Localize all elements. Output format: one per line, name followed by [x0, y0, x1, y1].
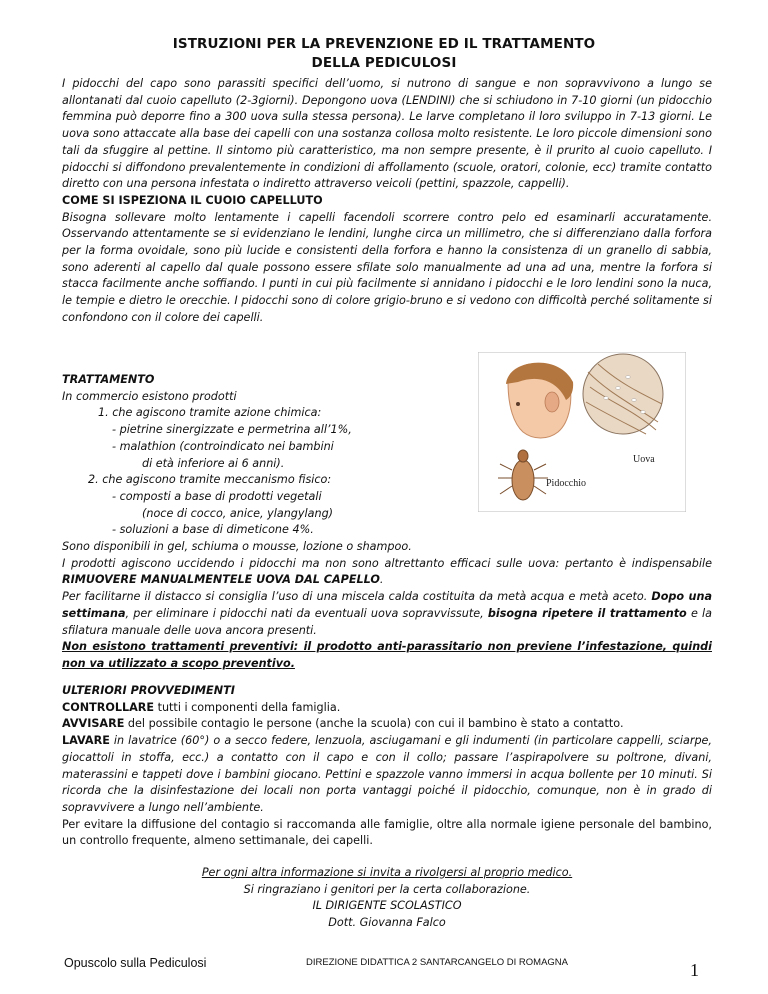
prevention-warning: Non esistono trattamenti preventivi: il prodotto anti-parassitario non previene l’infestazione, quindi non va utilizzato a scopo preventivo. [62, 640, 712, 670]
closing-line4: Dott. Giovanna Falco [328, 916, 446, 930]
treatment-details-block [62, 539, 712, 673]
closing-line3: IL DIRIGENTE SCOLASTICO [312, 899, 462, 913]
intro-text: I pidocchi del capo sono parassiti specifici dell’uomo, si nutrono di sangue e non sopravvivono a lungo se allontanati dal cuoio capelluto (2-3giorni). Depongono uova (LENDINI) che si schiudono in 7-10 giorni (un pidocchio femmina può deporre fino a 300 uova sulla stessa persona). Le larve completano il loro sviluppo in 7-13 giorni. Le uova sono attaccate alla base dei capelli con una sostanza collosa molto resistente. Le loro piccole dimensioni sono tali da sfuggire al pettine. Il sintomo più caratteristico, ma non sempre presente, è il prurito al cuoio capelluto. I pidocchi si diffondono prevalentemente in condizioni di affollamento (scuole, oratori, colonie, ecc) tramite contatto diretto con una persona infestata o indiretto attraverso veicoli (pettini, spazzole, cappelli). [62, 77, 712, 191]
closing-line2: Si ringraziano i genitori per la certa collaborazione. [243, 882, 531, 896]
vinegar-end: e la sfilatura manuale delle uova ancora presenti. [62, 606, 712, 637]
notify-text: del possibile contagio le persone (anche la scuola) con cui il bambino è stato a contatto. [124, 717, 624, 731]
final-recommendation: Per evitare la diffusione del contagio si raccomanda alle famiglie, oltre alla normale igiene personale del bambino, un controllo frequente, almeno settimanale, dei capelli. [62, 817, 712, 848]
vinegar-mid: , per eliminare i pidocchi nati da eventuali uova sopravvissute, [125, 606, 488, 620]
treatment-vinegar-paragraph [62, 589, 712, 639]
treatment-item-permetrina: - pietrine sinergizzate e permetrina all’1%, [112, 423, 352, 437]
wash-keyword: LAVARE [62, 734, 110, 748]
closing-block [62, 865, 712, 932]
treatment-item-malathion-cont: di età inferiore ai 6 anni). [142, 456, 285, 470]
document-title-line1: ISTRUZIONI PER LA PREVENZIONE ED IL TRATTAMENTO [172, 36, 596, 52]
further-heading: ULTERIORI PROVVEDIMENTI [62, 684, 235, 697]
removal-end: . [379, 573, 384, 587]
further-measures-block [62, 683, 712, 850]
treatment-item-chemical: 1. che agiscono tramite azione chimica: [98, 406, 322, 420]
control-keyword: CONTROLLARE [62, 700, 155, 714]
inspection-heading: COME SI ISPEZIONA IL CUOIO CAPELLUTO [62, 193, 323, 207]
removal-text: I prodotti agiscono uccidendo i pidocchi ma non sono altrettanto efficaci sulle uova: pertanto è indispensabile [62, 556, 712, 570]
footer-center-text: DIREZIONE DIDATTICA 2 SANTARCANGELO DI ROMAGNA [306, 957, 568, 968]
treatment-item-malathion: - malathion (controindicato nei bambini [112, 439, 334, 453]
inspection-text: Bisogna sollevare molto lentamente i capelli facendoli scorrere contro pelo ed esaminarli accuratamente. Osservando attentamente se si evidenziano le lendini, lunghe circa un millimetro, che si differenziano dalla forfora per la forma ovoidale, sono più lucide e consistenti della forfora e hanno la consistenza di un granello di sabbia, sono aderenti al capello dal quale possono essere sfilate solo manualmente ad una ad una, mentre la forfora si stacca facilmente anche soffiando. I punti in cui più facilmente si annidano i pidocchi e le loro lendini sono la nuca, le tempie e dietro le orecchie. I pidocchi sono di colore grigio-bruno e si vedono con difficoltà perché solitamente si confondono con il colore dei capelli. [62, 210, 712, 324]
treatment-item-vegetali: - composti a base di prodotti vegetali [112, 489, 322, 503]
louse-label: Pidocchio [546, 478, 586, 489]
notify-line [62, 716, 712, 733]
treatment-heading: TRATTAMENTO [62, 373, 155, 386]
removal-emphasis: RIMUOVERE MANUALMENTELE UOVA DAL CAPELLO [62, 573, 380, 587]
intro-paragraph [62, 76, 712, 327]
treatment-list-block [62, 372, 482, 539]
treatment-item-dimeticone: - soluzioni a base di dimeticone 4%. [112, 523, 314, 537]
week-emphasis: Dopo una settimana [62, 590, 712, 620]
wash-text: in lavatrice (60°) o a secco federe, lenzuola, asciugamani e gli indumenti (in particolare cappelli, sciarpe, giocattoli in stoffa, ecc.) a contatto con il capo e con il collo; passare l’aspirapolvere su poltrone, divani, materassini e tappeti dove i bambini giocano. Pettini e spazzole vanno immersi in acqua bollente per 10 minuti. Si ricorda che la disinfestazione dei locali non porta vantaggi poiché il pidocchio, comunque, non è in grado di sopravvivere a lungo nell’ambiente. [62, 734, 712, 814]
eggs-label: Uova [633, 454, 655, 465]
magnified-hair-circle [583, 354, 663, 434]
treatment-item-vegetali-cont: (noce di cocco, anice, ylangylang) [142, 506, 334, 520]
notify-keyword: AVVISARE [62, 717, 125, 731]
footer-left-text: Opuscolo sulla Pediculosi [64, 956, 207, 970]
control-line [62, 700, 712, 717]
treatment-item-physical: 2. che agiscono tramite meccanismo fisico: [88, 473, 332, 487]
document-title-line2: DELLA PEDICULOSI [311, 55, 457, 71]
wash-paragraph [62, 733, 712, 817]
vinegar-text: Per facilitarne il distacco si consiglia l’uso di una miscela calda costituita da metà acqua e metà aceto. [62, 590, 652, 604]
treatment-forms: Sono disponibili in gel, schiuma o mousse, lozione o shampoo. [62, 540, 412, 553]
treatment-removal-paragraph [62, 556, 712, 589]
pediculosis-illustration [478, 352, 686, 512]
control-text: tutti i componenti della famiglia. [154, 700, 341, 714]
page-number: 1 [690, 960, 699, 980]
repeat-emphasis: bisogna ripetere il trattamento [487, 606, 687, 620]
treatment-intro: In commercio esistono prodotti [62, 389, 237, 403]
closing-line1: Per ogni altra informazione si invita a rivolgersi al proprio medico. [201, 866, 573, 879]
